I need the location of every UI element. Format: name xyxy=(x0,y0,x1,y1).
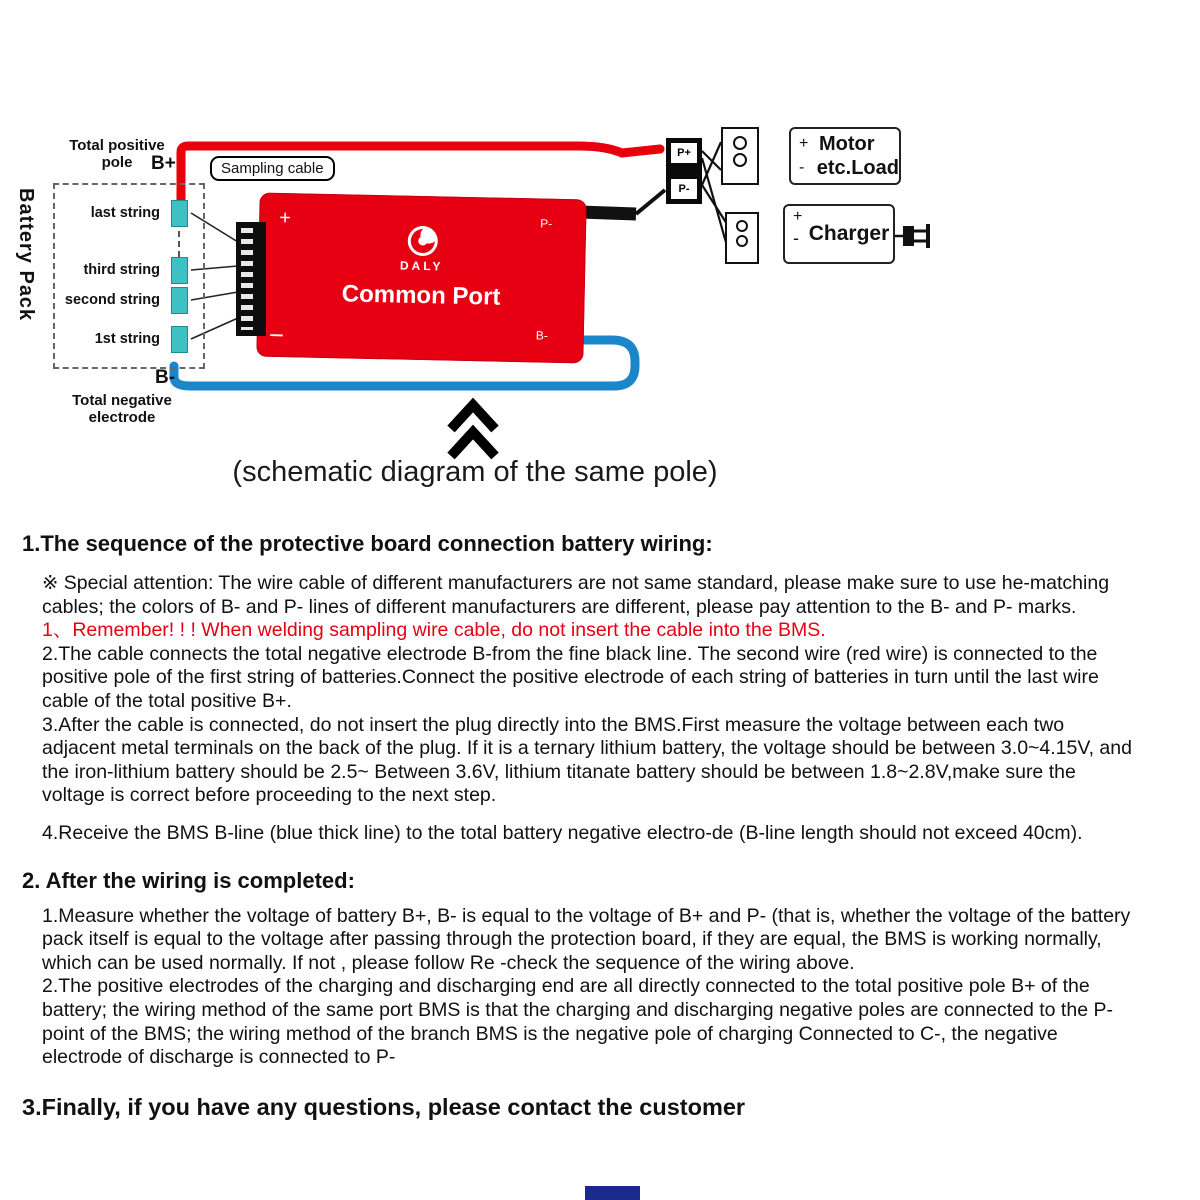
diagram-caption: (schematic diagram of the same pole) xyxy=(232,456,718,488)
section1-heading: 1.The sequence of the protective board connection battery wiring: xyxy=(22,531,713,556)
total-negative-electrode-label: Total negative electrode xyxy=(72,392,172,427)
board-p-minus-mark: P- xyxy=(540,216,553,231)
black-p-wire-thick xyxy=(580,212,636,214)
instructions xyxy=(22,531,1138,1121)
section2-heading: 2. After the wiring is completed: xyxy=(22,867,355,893)
section1-remember-warning: 1、Remember! ! ! When welding sampling wire cable, do not insert the cable into the BMS. xyxy=(42,619,826,642)
section3-heading: 3.Finally, if you have any questions, please contact the customer xyxy=(22,1093,746,1120)
daly-logo-icon xyxy=(405,224,440,259)
board-b-minus-mark: B- xyxy=(535,328,548,343)
motor-connector-pin-2 xyxy=(733,153,747,167)
up-arrows-icon xyxy=(451,405,495,456)
charger-plus-sign: + xyxy=(793,208,803,225)
section1-step4: 4.Receive the BMS B-line (blue thick line) to the total battery negative electro-de (B-line length should not exceed 40cm). xyxy=(42,821,1083,844)
section1-special-attention: ※ Special attention: The wire cable of different manufacturers are not same standard, please make sure to use he-matching cables; the colors of B- and P- lines of different manufacturers are different, please pay attention to the B- and P- marks. xyxy=(42,572,1110,618)
string-label-third: third string xyxy=(83,262,160,278)
wiring-diagram xyxy=(0,0,1200,500)
motor-label-line2: etc.Load xyxy=(816,156,899,179)
cell-terminal-first xyxy=(171,326,188,353)
string-label-last: last string xyxy=(90,205,160,221)
string-label-second: second string xyxy=(64,292,160,308)
b-minus-label: B- xyxy=(155,367,176,388)
terminal-p-minus: P- xyxy=(671,179,697,199)
section1-step3: 3.After the cable is connected, do not insert the plug directly into the BMS.First measure the voltage between each two adjacent metal terminals on the back of the plug. If it is a ternary lithium battery, the voltage should be between 3.0~4.15V, and the iron-lithium battery should be 2.5~ Between 3.6V, lithium titanate battery should be between 1.8~2.8V,make sure the voltage is correct before proceeding to the next step. xyxy=(42,713,1132,807)
board-plus-mark: + xyxy=(278,207,292,230)
cell-terminal-third xyxy=(171,257,188,284)
charger-connector-pin-2 xyxy=(736,235,748,247)
terminal-p-plus: P+ xyxy=(671,143,697,163)
b-plus-label: B+ xyxy=(151,153,176,174)
charger-connector-pin-1 xyxy=(736,220,748,232)
section2-step2: 2.The positive electrodes of the charging and discharging end are all directly connected to the total positive pole B+ of the battery; the wiring method of the same port BMS is that the charging and discharging negative poles are connected to the P- point of the BMS; the wiring method of the branch BMS is the negative pole of charging Connected to C-, the negative electrode of discharge is connected to P- xyxy=(42,975,1113,1069)
motor-plus-sign: + xyxy=(799,135,809,152)
battery-pack-label: Battery Pack xyxy=(15,188,37,322)
daly-logo xyxy=(258,221,586,277)
total-positive-pole-label: Total positive pole xyxy=(69,137,165,172)
charger-box xyxy=(783,204,895,264)
cell-terminal-second xyxy=(171,287,188,314)
daly-brand-text: DALY xyxy=(399,258,444,274)
motor-connector-pin-1 xyxy=(733,136,747,150)
string-continuation-dashes xyxy=(178,231,180,257)
connector-pins xyxy=(241,228,253,330)
plug-icon xyxy=(894,224,930,248)
sampling-connector xyxy=(236,222,266,336)
section1-step2: 2.The cable connects the total negative electrode B-from the fine black line. The second wire (red wire) is connected to the positive pole of the first string of batteries.Connect the positive electrode of each string of batteries in turn until the last wire cable of the total positive B+. xyxy=(42,642,1099,712)
sampling-cable-tag: Sampling cable xyxy=(210,156,335,181)
motor-connector xyxy=(721,127,759,185)
charger-connector xyxy=(725,212,759,264)
string-label-first: 1st string xyxy=(94,331,160,347)
section2-step1: 1.Measure whether the voltage of battery B+, B- is equal to the voltage of B+ and P- (that is, whether the voltage of the battery pack itself is equal to the voltage after passing through the protection board, if they are equal, the BMS is working normally, which can be used normally. If not , please follow Re -check the sequence of the wiring above. xyxy=(42,904,1131,974)
charger-label: Charger xyxy=(808,222,890,245)
charger-minus-sign: - xyxy=(793,228,799,248)
cell-terminal-last xyxy=(171,200,188,227)
bms-board xyxy=(256,193,586,364)
board-minus-mark: − xyxy=(268,319,285,351)
motor-minus-sign: - xyxy=(799,159,805,176)
motor-load-box xyxy=(789,127,901,185)
motor-label-line1: Motor xyxy=(819,132,875,155)
black-p-wire xyxy=(636,190,665,214)
output-terminal-block xyxy=(666,138,702,204)
bms-port-title: Common Port xyxy=(341,280,501,311)
footer-mark xyxy=(585,1186,640,1200)
